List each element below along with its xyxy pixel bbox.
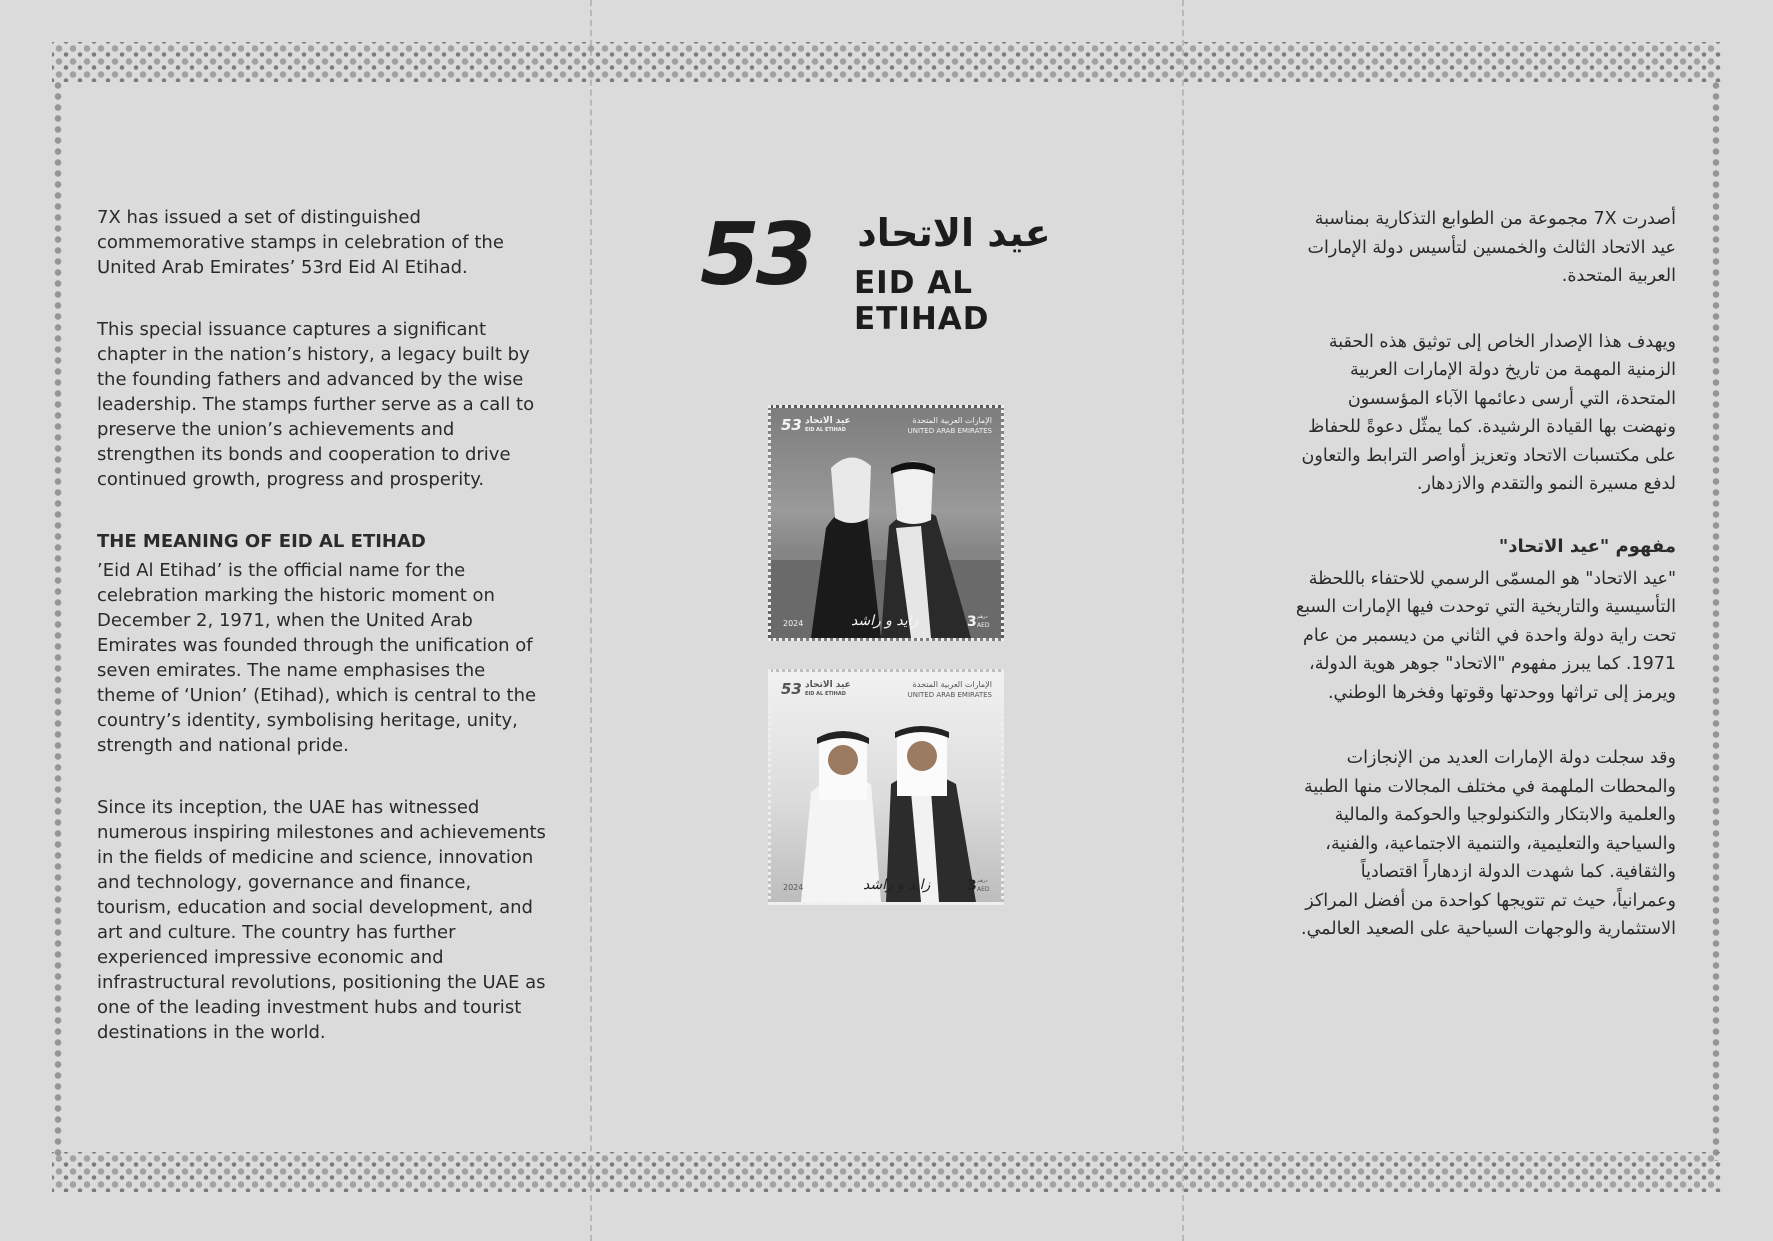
arabic-chapter-paragraph: ويهدف هذا الإصدار الخاص إلى توثيق هذه الحقبة الزمنية المهمة من تاريخ دولة الإمارات العربية المتحدة، التي أرسى دعائمها الآباء المؤسسون ونهضت بها القيادة الرشيدة. كما يمثّل دعوةً للحفاظ على مكتسبات الاتحاد وتعزيز أواصر الترابط والتعاون لدفع مسيرة النمو والتقدم والازدهار. <box>1301 331 1676 494</box>
meaning-paragraph: ’Eid Al Etihad’ is the official name for the celebration marking the historic moment on December 2, 1971, when the United Arab Emirates was founded through the unification of seven emirates. The name emphasises the theme of ‘Union’ (Etihad), which is central to the country’s identity, symbolising heritage, unity, strength and national pride. <box>97 560 537 756</box>
stamp1-year: 2024 <box>783 619 804 628</box>
fold-line-left <box>590 0 592 1241</box>
stamp1-value: 3 <box>967 614 977 630</box>
english-column <box>97 205 547 1045</box>
stamp2-logo-number: 53 <box>781 680 802 698</box>
arabic-meaning-heading: مفهوم "عيد الاتحاد" <box>1498 535 1676 557</box>
decorative-border-right <box>1710 80 1722 1161</box>
stamp1-currency: AED <box>977 622 990 629</box>
stamp2-currency: AED <box>977 886 990 893</box>
stamp2-logo-arabic: عيد الاتحاد <box>805 680 851 690</box>
stamp1-country-arabic: الإمارات العربية المتحدة <box>912 416 992 425</box>
arabic-intro-paragraph: أصدرت 7X مجموعة من الطوابع التذكارية بمناسبة عيد الاتحاد الثالث والخمسين لتأسيس دولة الإمارات العربية المتحدة. <box>1307 209 1676 286</box>
chapter-paragraph: This special issuance captures a significant chapter in the nation’s history, a legacy built by the founding fathers and advanced by the wise leadership. The stamps further serve as a call to preserve the union’s achievements and strengthen its bonds and cooperation to drive continued growth, progress and prosperity. <box>97 319 535 490</box>
stamp1-currency-arabic: درهم <box>977 614 988 620</box>
stamp2-currency-arabic: درهم <box>977 878 988 884</box>
founders-embrace-photo <box>771 408 1001 638</box>
stamp2-country-arabic: الإمارات العربية المتحدة <box>912 680 992 689</box>
stamp1-logo-english: EID AL ETIHAD <box>805 427 846 433</box>
intro-paragraph: 7X has issued a set of distinguished commemorative stamps in celebration of the United Arab Emirates’ 53rd Eid Al Etihad. <box>97 207 504 278</box>
milestones-paragraph: Since its inception, the UAE has witnessed numerous inspiring milestones and achievements in the fields of medicine and science, innovation and technology, governance and finance, tourism, education and social development, and art and culture. The country has further experienced impressive economic and infrastructural revolutions, positioning the UAE as one of the leading investment hubs and tourist destinations in the world. <box>97 797 546 1043</box>
logo-english-text: EID AL ETIHAD <box>854 265 990 337</box>
meaning-heading: THE MEANING OF EID AL ETIHAD <box>97 531 426 552</box>
stamp1-country-english: UNITED ARAB EMIRATES <box>907 427 992 435</box>
stamp1-signature: زايد و راشد <box>851 613 919 629</box>
decorative-border-left <box>52 80 64 1161</box>
arabic-meaning-paragraph: "عيد الاتحاد" هو المسمّى الرسمي للاحتفاء باللحظة التأسيسية والتاريخية التي توحدت فيها الإمارات السبع تحت راية دولة واحدة في الثاني من ديسمبر من عام 1971. كما يبرز مفهوم "الاتحاد" جوهر هوية الدولة، ويرمز إلى تراثها ووحدتها وقوتها وفخرها الوطني. <box>1295 568 1676 703</box>
stamp-black-white <box>768 405 1004 641</box>
founders-portrait-photo <box>771 672 1001 902</box>
stamp1-logo-number: 53 <box>781 416 802 434</box>
eid-al-etihad-logo <box>700 205 1080 337</box>
stamp2-value: 3 <box>967 878 977 894</box>
decorative-border-bottom <box>52 1152 1721 1192</box>
logo-arabic-text: عيد الاتحاد <box>857 211 1051 255</box>
arabic-milestones-paragraph: وقد سجلت دولة الإمارات العديد من الإنجازات والمحطات الملهمة في مختلف المجالات منها الطبية والعلمية والابتكار والتكنولوجيا والحوكمة والمالية والسياحية والتعليمية، والتنمية الاجتماعية، والفنية، والثقافية. كما شهدت الدولة ازدهاراً اقتصادياً وعمرانياً، حيث تم تتويجها كواحدة من أفضل المراكز الاستثمارية والوجهات السياحية على الصعيد العالمي. <box>1301 748 1676 939</box>
stamp2-logo-english: EID AL ETIHAD <box>805 691 846 697</box>
stamp-colour <box>768 669 1004 905</box>
arabic-column <box>1292 205 1676 944</box>
stamp2-signature: زايد و راشد <box>863 877 931 893</box>
decorative-border-top <box>52 42 1721 82</box>
stamp1-logo-arabic: عيد الاتحاد <box>805 416 851 426</box>
logo-number: 53 <box>700 205 812 305</box>
stamp2-year: 2024 <box>783 883 804 892</box>
fold-line-right <box>1182 0 1184 1241</box>
stamp2-country-english: UNITED ARAB EMIRATES <box>907 691 992 699</box>
